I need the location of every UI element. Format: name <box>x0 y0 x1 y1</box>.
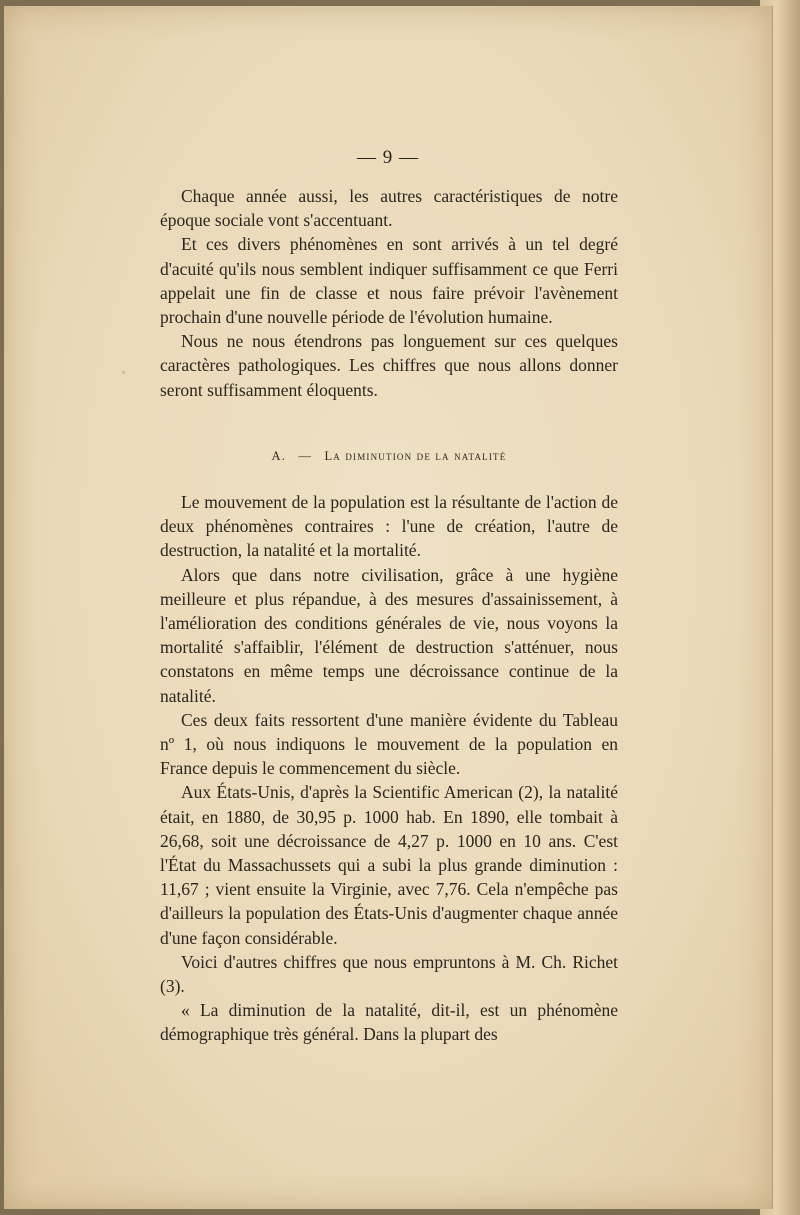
page-number: — 9 — <box>357 147 419 168</box>
section-heading <box>160 449 618 464</box>
paragraph: Ces deux faits ressortent d'une manière évidente du Tableau nº 1, où nous indiquons le mouvement de la population en France depuis le commencement du siècle. <box>160 709 618 779</box>
book-page <box>4 6 773 1209</box>
paragraph: Et ces divers phénomènes en sont arrivés à un tel degré d'acuité qu'ils nous semblent indiquer suffisamment ce que Ferri appelait une fin de classe et nous faire prévoir l'avènement prochain d'une nouvelle période de l'évolution humaine. <box>160 234 618 328</box>
text-block-bottom <box>160 490 618 1047</box>
paragraph: Aux États-Unis, d'après la Scientific American (2), la natalité était, en 1880, de 30,95 p. 1000 hab. En 1890, elle tombait à 26,68, soit une décroissance de 4,27 p. 1000 en 10 ans. C'est l'État du Massachussets qui a subi la plus grande diminution : 11,67 ; vient ensuite la Virginie, avec 7,76. Cela n'empêche pas d'ailleurs la population des États-Unis d'augmenter chaque année d'une façon considérable. <box>160 782 618 948</box>
paragraph: Alors que dans notre civilisation, grâce à une hygiène meilleure et plus répandue, à des mesures d'assainissement, à l'amélioration des conditions générales de vie, nous voyons la mortalité s'affaiblir, l'élément de destruction s'atténuer, nous constatons en même temps une décroissance continue de la natalité. <box>160 564 618 706</box>
section-title: La diminution de la natalité <box>324 449 507 463</box>
paragraph: Le mouvement de la population est la résultante de l'action de deux phénomènes contraires : l'une de création, l'autre de destruction, la natalité et la mortalité. <box>160 492 618 561</box>
paragraph: Nous ne nous étendrons pas longuement sur ces quelques caractères pathologiques. Les chiffres que nous allons donner seront suffisamment éloquents. <box>160 331 618 400</box>
section-dash: — <box>298 449 313 463</box>
paragraph: Chaque année aussi, les autres caractéristiques de notre époque sociale vont s'accentuant. <box>160 186 618 231</box>
text-block-top <box>160 184 618 402</box>
paragraph: Voici d'autres chiffres que nous empruntons à M. Ch. Richet (3). <box>160 951 618 997</box>
paragraph: « La diminution de la natalité, dit-il, est un phénomène démographique très général. Dans la plupart des <box>160 1000 618 1045</box>
paper-speck <box>122 371 125 374</box>
section-letter: A. <box>271 449 287 463</box>
